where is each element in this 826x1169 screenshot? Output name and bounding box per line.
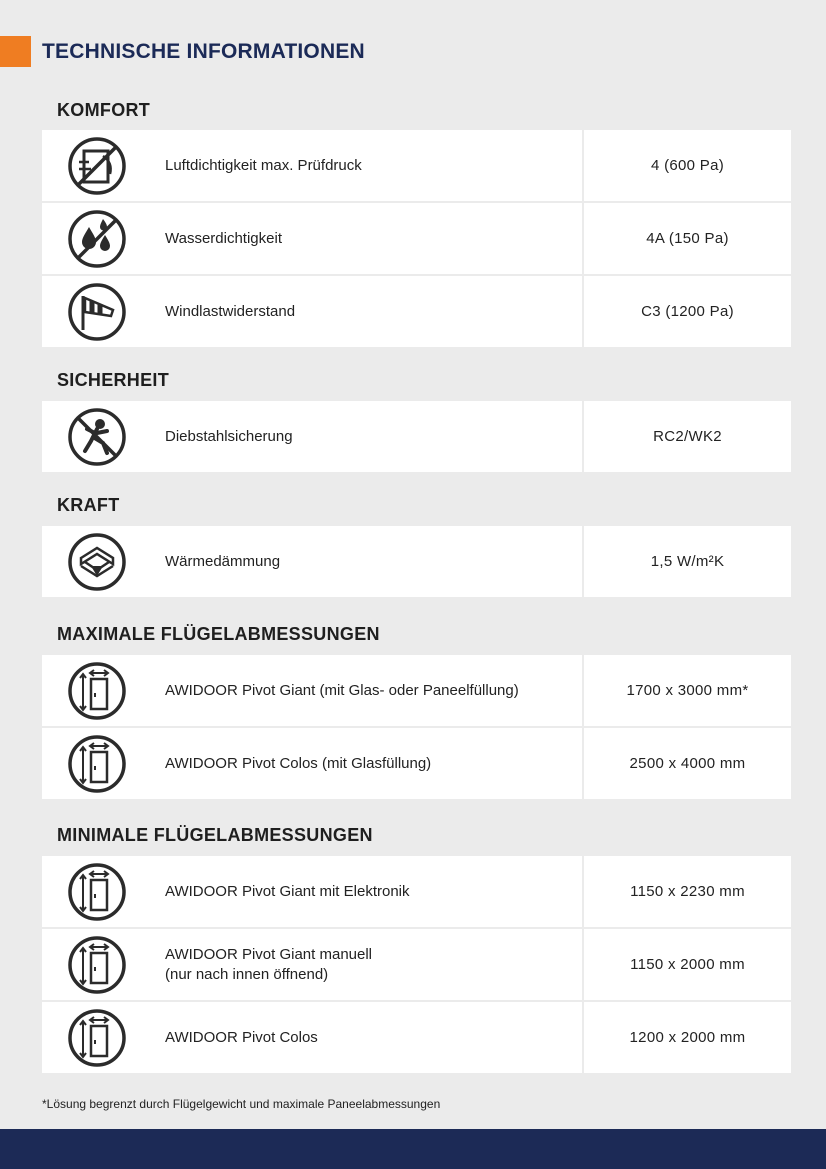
table-row bbox=[42, 203, 791, 274]
row-label: AWIDOOR Pivot Colos (mit Glasfüllung) bbox=[151, 728, 584, 799]
burglar-icon bbox=[67, 407, 127, 467]
water-tightness-icon bbox=[67, 209, 127, 269]
table-row bbox=[42, 401, 791, 472]
row-value: 1,5 W/m²K bbox=[650, 553, 725, 570]
footer-bar bbox=[0, 1129, 826, 1169]
table-row bbox=[42, 655, 791, 726]
row-value: 1200 x 2000 mm bbox=[629, 1029, 746, 1046]
row-label: Windlastwiderstand bbox=[151, 276, 584, 347]
table-row bbox=[42, 856, 791, 927]
door-dimensions-icon bbox=[67, 1008, 127, 1068]
row-value: C3 (1200 Pa) bbox=[641, 303, 734, 320]
row-label: Wasserdichtigkeit bbox=[151, 203, 584, 274]
section-title-kraft: KRAFT bbox=[57, 495, 120, 515]
row-value: 1150 x 2000 mm bbox=[630, 956, 745, 973]
row-value: 4A (150 Pa) bbox=[646, 230, 729, 247]
table-row bbox=[42, 929, 791, 1000]
section-title-komfort: KOMFORT bbox=[57, 100, 151, 120]
table-row bbox=[42, 728, 791, 799]
door-dimensions-icon bbox=[67, 661, 127, 721]
table-row bbox=[42, 276, 791, 347]
page-title: TECHNISCHE INFORMATIONEN bbox=[42, 40, 365, 63]
door-dimensions-icon bbox=[67, 935, 127, 995]
footnote: *Lösung begrenzt durch Flügelgewicht und maximale Paneelabmessungen bbox=[42, 1097, 441, 1111]
door-dimensions-icon bbox=[67, 862, 127, 922]
table-row bbox=[42, 526, 791, 597]
row-value: 2500 x 4000 mm bbox=[629, 755, 746, 772]
row-value: 4 (600 Pa) bbox=[650, 157, 725, 174]
row-label: AWIDOOR Pivot Colos bbox=[151, 1002, 584, 1073]
table-sicherheit bbox=[42, 401, 791, 472]
table-kraft bbox=[42, 526, 791, 597]
table-row bbox=[42, 1002, 791, 1073]
table-row bbox=[42, 130, 791, 201]
row-label bbox=[151, 929, 584, 1000]
door-dimensions-icon bbox=[67, 734, 127, 794]
table-minimale bbox=[42, 856, 791, 1073]
table-maximale bbox=[42, 655, 791, 799]
row-label-line1: AWIDOOR Pivot Giant manuell bbox=[165, 945, 373, 963]
insulation-icon bbox=[67, 532, 127, 592]
row-label: AWIDOOR Pivot Giant (mit Glas- oder Paneelfüllung) bbox=[151, 655, 584, 726]
section-title-maximale: MAXIMALE FLÜGELABMESSUNGEN bbox=[57, 624, 380, 644]
row-value: 1150 x 2230 mm bbox=[630, 883, 745, 900]
accent-square bbox=[0, 36, 31, 67]
section-title-sicherheit: SICHERHEIT bbox=[57, 370, 170, 390]
row-label: AWIDOOR Pivot Giant mit Elektronik bbox=[151, 856, 584, 927]
air-tightness-icon bbox=[67, 136, 127, 196]
row-label: Diebstahlsicherung bbox=[151, 401, 584, 472]
row-value: 1700 x 3000 mm* bbox=[626, 682, 749, 699]
row-label: Wärmedämmung bbox=[151, 526, 584, 597]
windsock-icon bbox=[67, 282, 127, 342]
row-label-line2: (nur nach innen öffnend) bbox=[165, 965, 329, 983]
row-label: Luftdichtigkeit max. Prüfdruck bbox=[151, 130, 584, 201]
table-komfort bbox=[42, 130, 791, 347]
section-title-minimale: MINIMALE FLÜGELABMESSUNGEN bbox=[57, 825, 373, 845]
row-value: RC2/WK2 bbox=[653, 428, 722, 445]
